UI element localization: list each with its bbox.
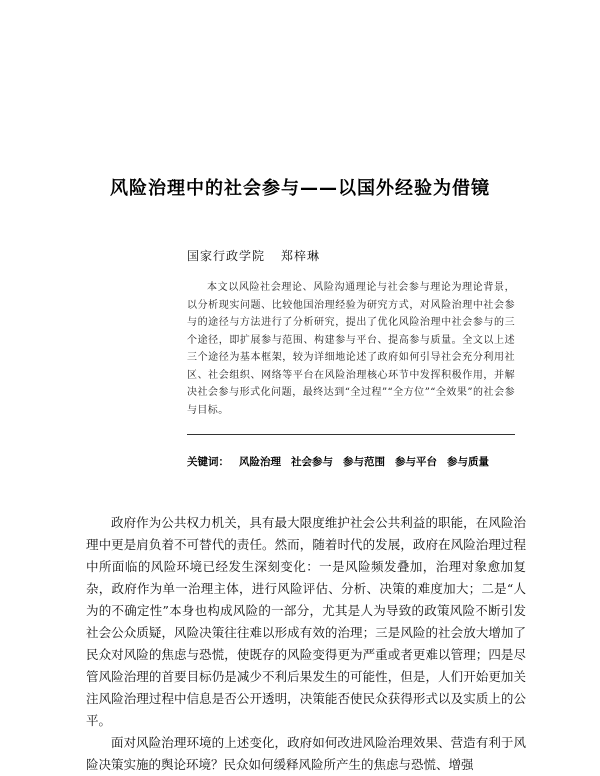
body-text xyxy=(86,512,526,776)
keyword: 风险治理 xyxy=(239,456,281,468)
body-paragraph: 面对风险治理环境的上述变化，政府如何改进风险治理效果、营造有利于风险决策实施的舆论环境？民众如何缓释风险所产生的焦虑与恐慌、增强 xyxy=(86,735,526,772)
keywords xyxy=(187,454,527,469)
abstract-divider xyxy=(187,434,515,435)
keywords-label: 关键词： xyxy=(187,456,229,468)
author-line xyxy=(187,247,320,264)
keyword: 参与范围 xyxy=(343,456,385,468)
author-name: 郑梓琳 xyxy=(281,249,321,263)
keyword: 社会参与 xyxy=(291,456,333,468)
paper-title: 风险治理中的社会参与——以国外经验为借镜 xyxy=(110,178,490,199)
abstract: 本文以风险社会理论、风险沟通理论与社会参与理论为理论背景，以分析现实问题、比较他国治理经验为研究方式，对风险治理中社会参与的途径与方法进行了分析研究，提出了优化风险治理中社会参与的三个途径，即扩展参与范围、构建参与平台、提高参与质量。全文以上述三个途径为基本框架，较为详细地论述了政府如何引导社会充分利用社区、社会组织、网络等平台在风险治理核心环节中发挥积极作用，并解决社会参与形式化问题，最终达到“全过程”“全方位”“全效果”的社会参与目标。 xyxy=(187,282,515,416)
keyword: 参与质量 xyxy=(447,456,489,468)
institution: 国家行政学院 xyxy=(187,249,266,263)
keyword: 参与平台 xyxy=(395,456,437,468)
body-paragraph: 政府作为公共权力机关，具有最大限度维护社会公共利益的职能，在风险治理中更是肩负着不可替代的责任。然而，随着时代的发展，政府在风险治理过程中所面临的风险环境已经发生深刻变化：一是风险频发叠加，治理对象愈加复杂，政府作为单一治理主体，进行风险评估、分析、决策的难度加大；二是“人为的不确定性”本身也构成风险的一部分，尤其是人为导致的政策风险不断引发社会公众质疑，风险决策往往难以形成有效的治理；三是风险的社会放大增加了民众对风险的焦虑与恐慌，使既存的风险变得更为严重或者更难以管理；四是尽管风险治理的首要目标仍是减少不利后果发生的可能性，但是，人们开始更加关注风险治理过程中信息是否公开透明，决策能否使民众获得形式以及实质上的公平。 xyxy=(86,515,526,728)
